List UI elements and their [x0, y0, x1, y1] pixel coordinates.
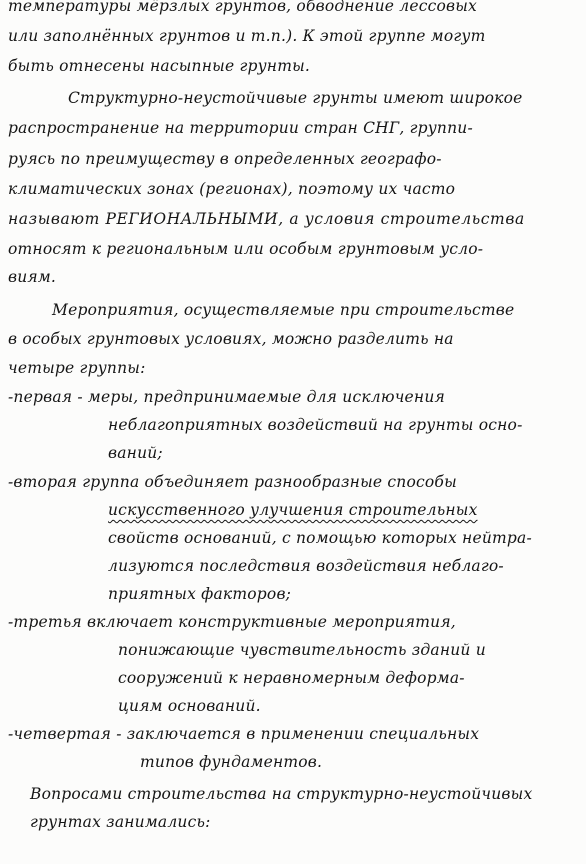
list-item-second: -вторая группа объединяет разнообразные способы — [8, 473, 457, 491]
text-line: неблагоприятных воздействий на грунты осно- — [108, 416, 523, 434]
text-line: сооружений к неравномерным деформа- — [118, 669, 465, 687]
list-item-third: -третья включает конструктивные мероприятия, — [8, 613, 456, 631]
paragraph-start-line: Структурно-неустойчивые грунты имеют широкое — [68, 89, 523, 107]
text-line: в особых грунтовых условиях, можно разделить на — [8, 330, 454, 348]
list-item-first: -первая - меры, предпринимаемые для исключения — [8, 388, 445, 406]
list-item-fourth: -четвертая - заключается в применении специальных — [8, 725, 480, 743]
text-line: грунтах занимались: — [30, 813, 211, 831]
text-line: свойств оснований, с помощью которых нейтра- — [108, 529, 532, 547]
text-line: ваний; — [108, 444, 163, 462]
text-line: распространение на территории стран СНГ, группи- — [8, 119, 473, 137]
text-line: искусственного улучшения строительных — [108, 501, 478, 519]
text-line: или заполнённых грунтов и т.п.). К этой группе могут — [8, 27, 486, 45]
paragraph-start-line: Вопросами строительства на структурно-неустойчивых — [30, 785, 533, 803]
text-line: приятных факторов; — [108, 585, 292, 603]
text-line: понижающие чувствительность зданий и — [118, 641, 486, 659]
text-line: типов фундаментов. — [140, 753, 323, 771]
text-line: климатических зонах (регионах), поэтому их часто — [8, 180, 456, 198]
text-line: быть отнесены насыпные грунты. — [8, 57, 311, 75]
text-line: лизуются последствия воздействия неблаго- — [108, 557, 504, 575]
text-line: называют РЕГИОНАЛЬНЫМИ, а условия строительства — [8, 210, 525, 228]
text-line: относят к региональным или особым грунтовым усло- — [8, 240, 484, 258]
text-line: руясь по преимуществу в определенных географо- — [8, 150, 442, 168]
text-line: температуры мёрзлых грунтов, обводнение лессовых — [8, 0, 477, 15]
text-line: четыре группы: — [8, 359, 146, 377]
paragraph-start-line: Мероприятия, осуществляемые при строительстве — [52, 301, 515, 319]
text-line: виям. — [8, 268, 57, 286]
text-line: циям оснований. — [118, 697, 261, 715]
